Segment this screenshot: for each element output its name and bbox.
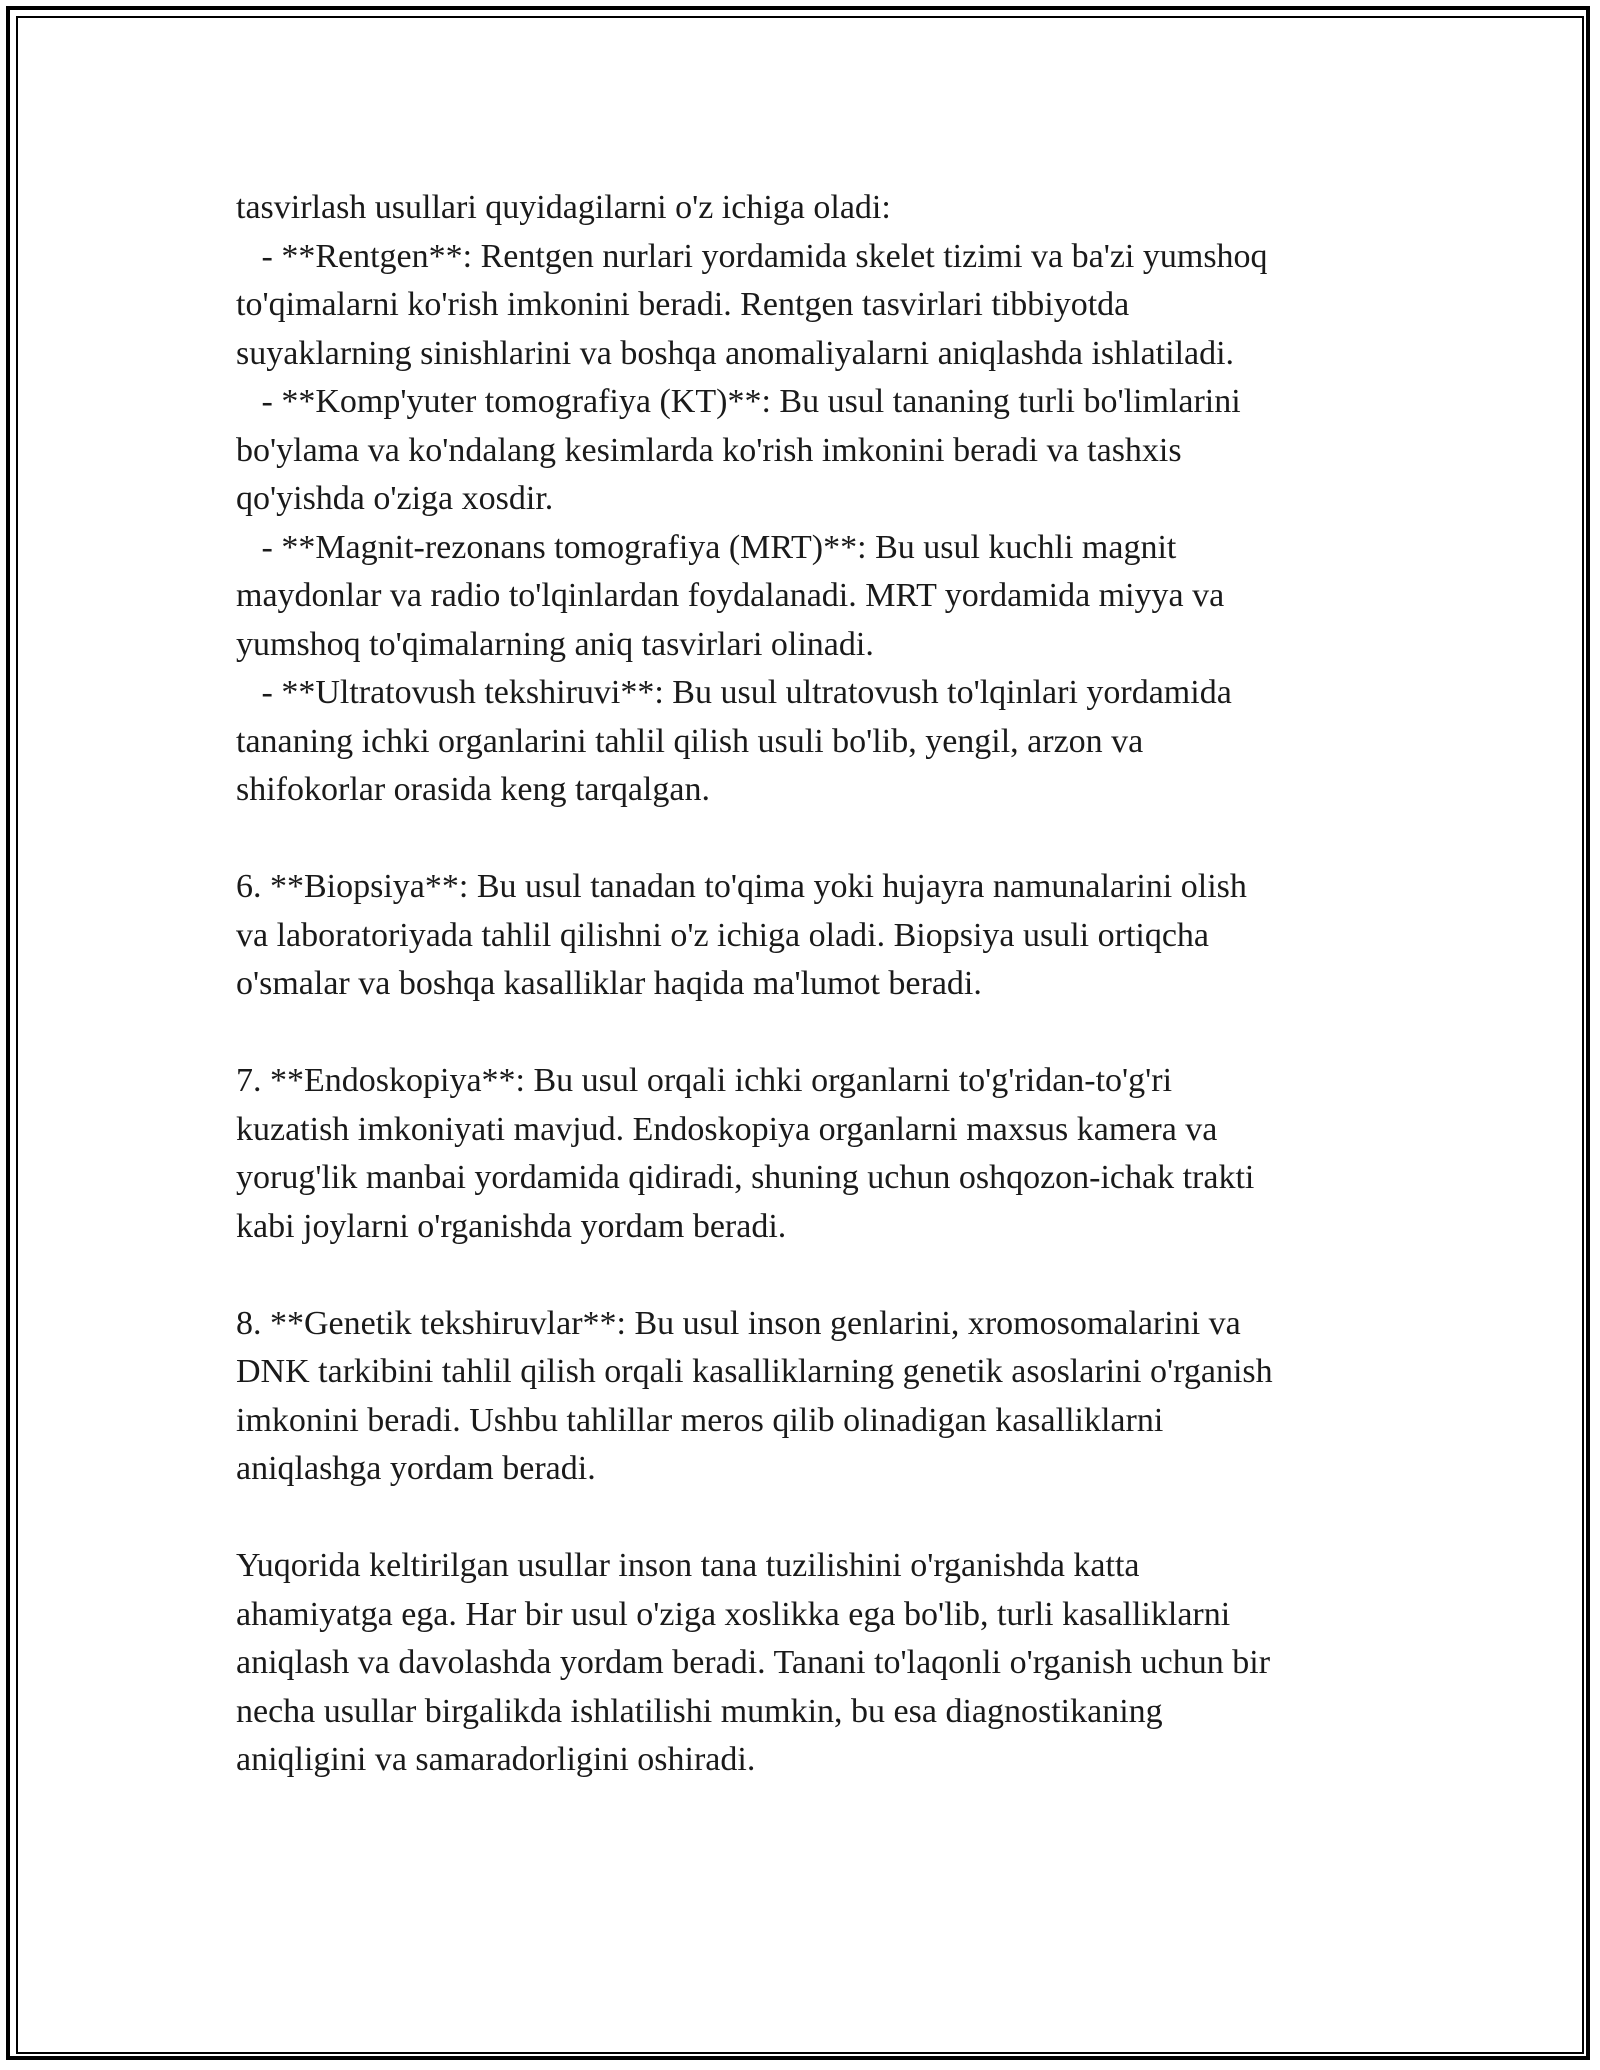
text-line: aniqlashga yordam beradi. <box>236 1450 596 1487</box>
text-line: shifokorlar orasida keng tarqalgan. <box>236 771 710 808</box>
text-line: maydonlar va radio to'lqinlardan foydalanadi. MRT yordamida miyya va <box>236 577 1225 614</box>
conclusion-paragraph <box>236 1542 1386 1785</box>
paragraph-gap <box>236 1494 1386 1543</box>
text-line: qo'yishda o'ziga xosdir. <box>236 480 554 517</box>
numbered-item-genetik <box>236 1300 1386 1494</box>
text-line: tasvirlash usullari quyidagilarni o'z ichiga oladi: <box>236 189 891 226</box>
text-line: bo'ylama va ko'ndalang kesimlarda ko'rish imkonini beradi va tashxis <box>236 431 1182 469</box>
intro-paragraph <box>236 184 1386 233</box>
text-line: kuzatish imkoniyati mavjud. Endoskopiya organlarni maxsus kamera va <box>236 1110 1218 1148</box>
text-line: DNK tarkibini tahlil qilish orqali kasalliklarning genetik asoslarini o'rganish <box>236 1353 1273 1390</box>
text-line: yorug'lik manbai yordamida qidiradi, shuning uchun oshqozon-ichak trakti <box>236 1159 1255 1196</box>
paragraph-gap <box>236 1251 1386 1300</box>
text-line: 7. **Endoskopiya**: Bu usul orqali ichki organlarni to'g'ridan-to'g'ri <box>236 1062 1173 1099</box>
text-line: imkonini beradi. Ushbu tahlillar meros qilib olinadigan kasalliklarni <box>236 1401 1164 1439</box>
text-line: aniqligini va samaradorligini oshiradi. <box>236 1741 756 1778</box>
text-line: - **Komp'yuter tomografiya (KT)**: Bu usul tananing turli bo'limlarini <box>236 383 1241 420</box>
text-line: aniqlash va davolashda yordam beradi. Tanani to'laqonli o'rganish uchun bir <box>236 1644 1271 1681</box>
text-line: tananing ichki organlarini tahlil qilish usuli bo'lib, yengil, arzon va <box>236 722 1144 760</box>
numbered-item-endoskopiya <box>236 1057 1386 1251</box>
text-line: yumshoq to'qimalarning aniq tasvirlari olinadi. <box>236 625 874 663</box>
document-body <box>236 184 1386 1785</box>
text-line: - **Magnit-rezonans tomografiya (MRT)**: Bu usul kuchli magnit <box>236 528 1177 566</box>
text-line: - **Ultratovush tekshiruvi**: Bu usul ultratovush to'lqinlari yordamida <box>236 674 1232 711</box>
text-line: va laboratoriyada tahlil qilishni o'z ichiga oladi. Biopsiya usuli ortiqcha <box>236 916 1210 954</box>
sub-item-kt <box>236 378 1386 524</box>
paragraph-gap <box>236 1009 1386 1058</box>
text-line: Yuqorida keltirilgan usullar inson tana tuzilishini o'rganishda katta <box>236 1547 1140 1584</box>
text-line: - **Rentgen**: Rentgen nurlari yordamida skelet tizimi va ba'zi yumshoq <box>236 237 1268 275</box>
numbered-item-biopsiya <box>236 863 1386 1009</box>
paragraph-gap <box>236 815 1386 864</box>
text-line: kabi joylarni o'rganishda yordam beradi. <box>236 1207 787 1245</box>
sub-item-ultratovush <box>236 669 1386 815</box>
text-line: suyaklarning sinishlarini va boshqa anomaliyalarni aniqlashda ishlatiladi. <box>236 334 1235 372</box>
text-line: 8. **Genetik tekshiruvlar**: Bu usul inson genlarini, xromosomalarini va <box>236 1304 1241 1342</box>
sub-item-rentgen <box>236 233 1386 379</box>
text-line: 6. **Biopsiya**: Bu usul tanadan to'qima yoki hujayra namunalarini olish <box>236 868 1247 905</box>
sub-item-mrt <box>236 524 1386 670</box>
text-line: o'smalar va boshqa kasalliklar haqida ma'lumot beradi. <box>236 965 982 1002</box>
text-line: ahamiyatga ega. Har bir usul o'ziga xoslikka ega bo'lib, turli kasalliklarni <box>236 1595 1231 1633</box>
text-line: necha usullar birgalikda ishlatilishi mumkin, bu esa diagnostikaning <box>236 1692 1163 1730</box>
text-line: to'qimalarni ko'rish imkonini beradi. Rentgen tasvirlari tibbiyotda <box>236 286 1130 323</box>
